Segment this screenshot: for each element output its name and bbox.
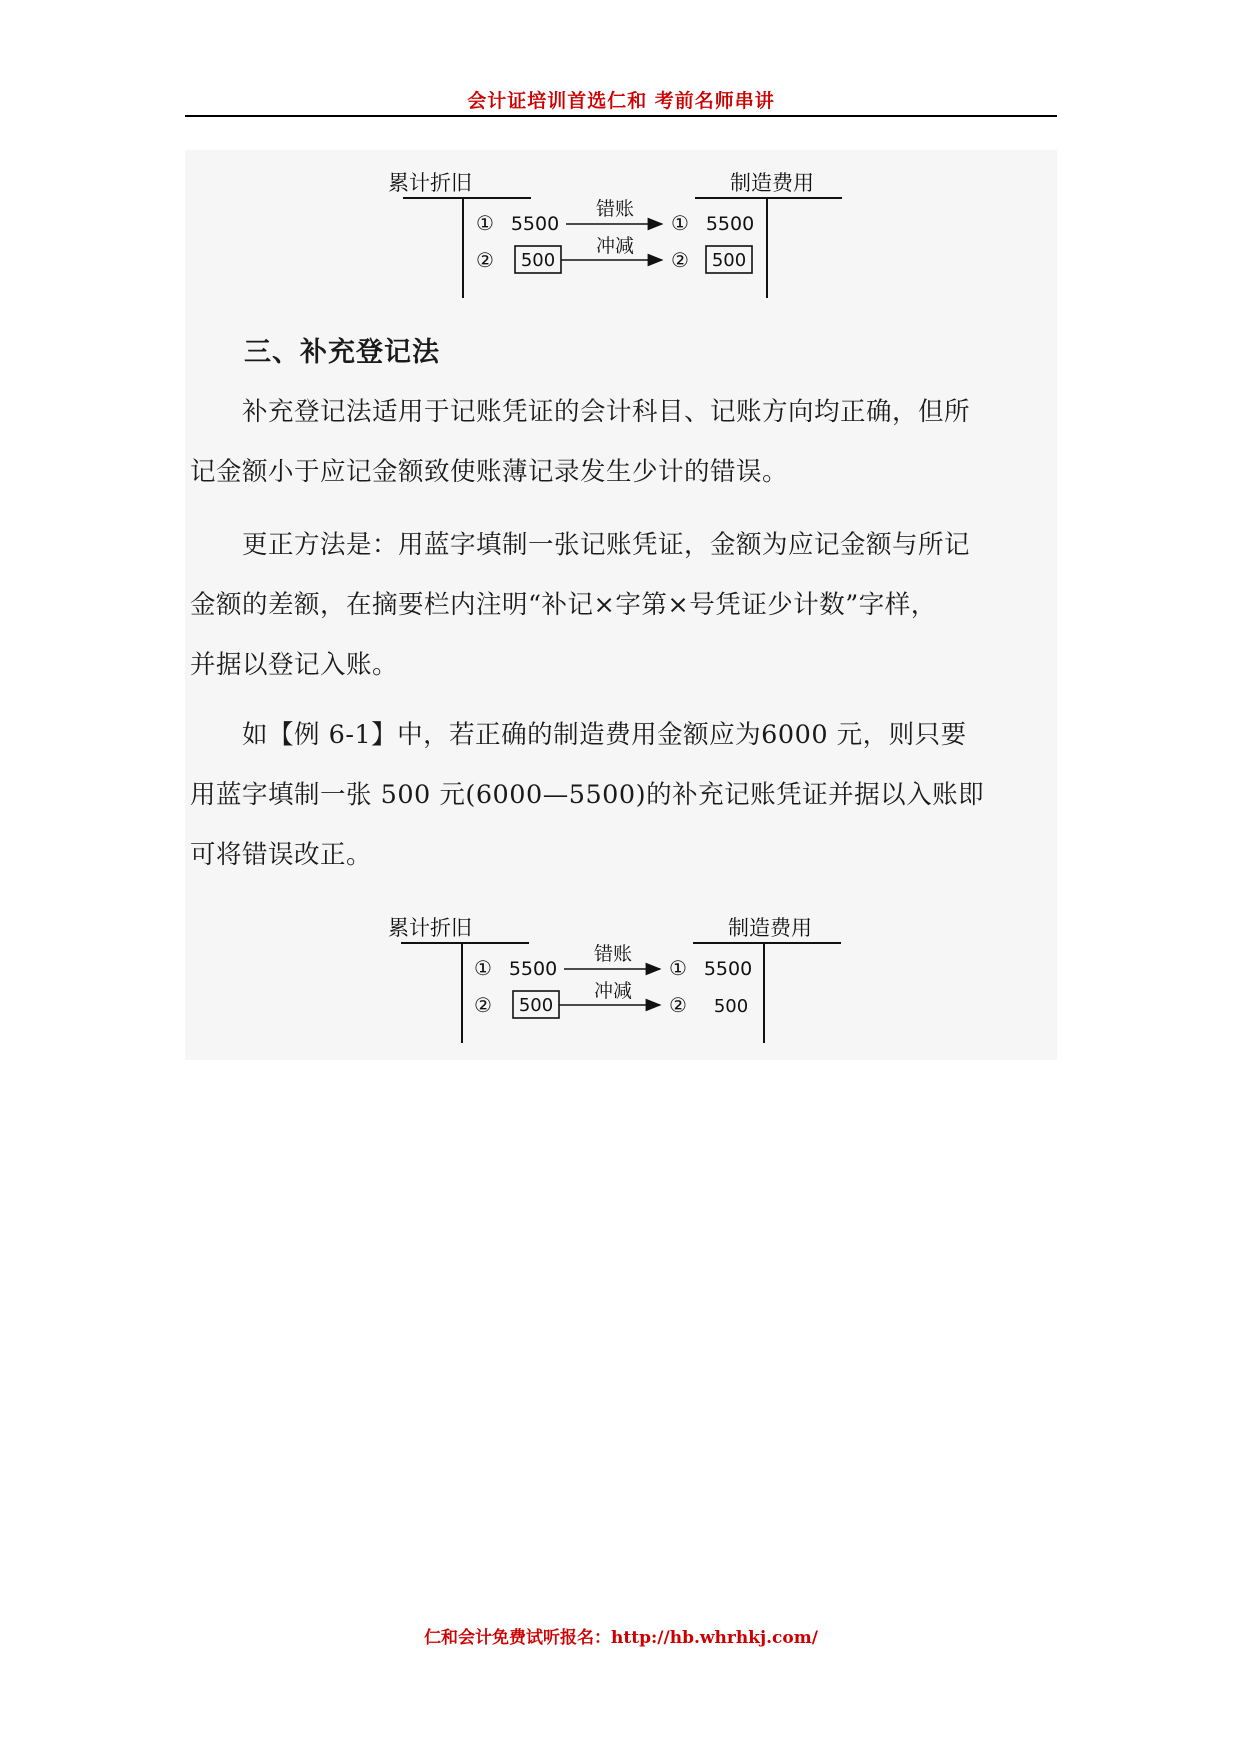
row2-arrow-label: 冲减 — [595, 235, 635, 257]
row1-left-number: ① — [474, 956, 492, 980]
paragraph-1-line-1: 补充登记法适用于记账凭证的会计科目、记账方向均正确，但所 — [190, 397, 971, 427]
right-account-title: 制造费用 — [730, 171, 814, 195]
row2-right-number: ② — [671, 248, 689, 272]
row1-right-number: ① — [671, 211, 689, 235]
paragraph-2-line-3: 并据以登记入账。 — [190, 650, 399, 680]
row1-arrow-label: 错账 — [595, 198, 635, 220]
row1-left-value: 5500 — [508, 958, 558, 980]
left-account-title: 累计折旧 — [388, 916, 472, 940]
row2-left-value: 500 — [518, 995, 554, 1016]
row2-right-value: 500 — [711, 250, 747, 271]
paragraph-2-line-2: 金额的差额，在摘要栏内注明“补记×字第×号凭证少计数”字样， — [190, 590, 937, 620]
t-account-diagram-top-svg — [185, 160, 1057, 310]
row1-arrow-label: 错账 — [593, 943, 633, 965]
left-account-title: 累计折旧 — [388, 171, 472, 195]
row2-right-value: 500 — [713, 996, 749, 1017]
t-account-diagram-top — [185, 160, 1057, 310]
paragraph-2-line-1: 更正方法是：用蓝字填制一张记账凭证，金额为应记金额与所记 — [190, 530, 971, 560]
row2-left-value: 500 — [520, 250, 556, 271]
t-account-diagram-bottom-svg — [185, 905, 1057, 1055]
paragraph-3-line-2: 用蓝字填制一张 500 元(6000—5500)的补充记账凭证并据以入账即 — [190, 780, 985, 810]
paragraph-2 — [190, 515, 1050, 695]
section-title: 三、补充登记法 — [244, 337, 440, 368]
header-divider — [185, 115, 1057, 117]
right-account-title: 制造费用 — [728, 916, 812, 940]
paragraph-3 — [190, 705, 1050, 885]
row1-left-number: ① — [476, 211, 494, 235]
paragraph-3-line-1: 如【例 6-1】中，若正确的制造费用金额应为6000 元，则只要 — [190, 720, 967, 750]
page-header: 会计证培训首选仁和 考前名师串讲 — [467, 90, 775, 112]
row2-left-number: ② — [476, 248, 494, 272]
row2-right-number: ② — [669, 993, 687, 1017]
row1-right-value: 5500 — [703, 958, 753, 980]
page-footer: 仁和会计免费试听报名：http://hb.whrhkj.com/ — [424, 1628, 818, 1648]
row2-left-number: ② — [474, 993, 492, 1017]
row1-left-value: 5500 — [510, 213, 560, 235]
row1-right-value: 5500 — [705, 213, 755, 235]
row2-arrow-label: 冲减 — [593, 980, 633, 1002]
paragraph-1-line-2: 记金额小于应记金额致使账薄记录发生少计的错误。 — [190, 457, 789, 487]
t-account-diagram-bottom — [185, 905, 1057, 1055]
paragraph-3-line-3: 可将错误改正。 — [190, 840, 373, 870]
paragraph-1 — [190, 382, 1050, 502]
row1-right-number: ① — [669, 956, 687, 980]
